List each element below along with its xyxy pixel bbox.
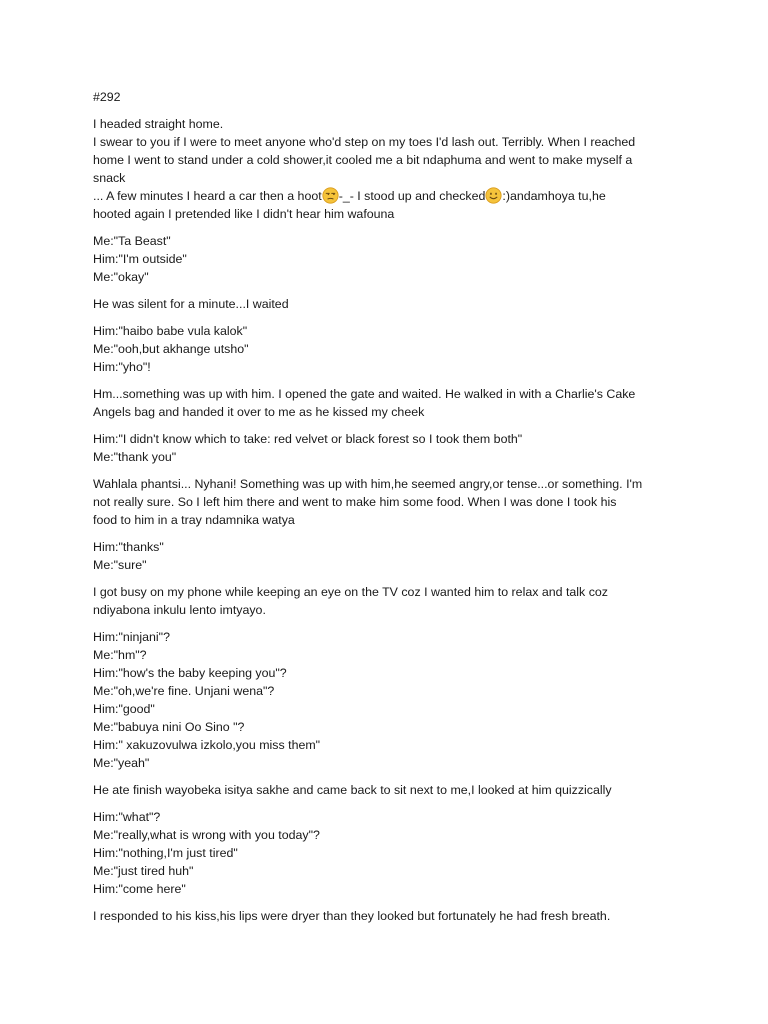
paragraph bbox=[93, 295, 693, 313]
text-line: Me:"Ta Beast" bbox=[93, 234, 171, 248]
text-segment: -_- I stood up and checked bbox=[338, 189, 486, 203]
text-line: Me:"thank you" bbox=[93, 450, 177, 464]
text-line: Me:"sure" bbox=[93, 558, 147, 572]
dialogue-block bbox=[93, 322, 693, 376]
text-line: hooted again I pretended like I didn't hear him wafouna bbox=[93, 207, 395, 221]
paragraph bbox=[93, 907, 693, 925]
text-line: Him:"nothing,I'm just tired" bbox=[93, 846, 238, 860]
text-line: I swear to you if I were to meet anyone who'd step on my toes I'd lash out. Terribly. When I reached bbox=[93, 135, 636, 149]
text-line: ndiyabona inkulu lento imtyayo. bbox=[93, 603, 266, 617]
text-line: Him:"good" bbox=[93, 702, 155, 716]
document-heading bbox=[93, 88, 693, 106]
text-line: Me:"hm"? bbox=[93, 648, 147, 662]
text-line: Angels bag and handed it over to me as he kissed my cheek bbox=[93, 405, 425, 419]
text-line: food to him in a tray ndamnika watya bbox=[93, 513, 295, 527]
text-line: Me:"just tired huh" bbox=[93, 864, 194, 878]
dialogue-block bbox=[93, 808, 693, 898]
text-line: Him:"how's the baby keeping you"? bbox=[93, 666, 287, 680]
smiling-face-icon bbox=[485, 187, 502, 204]
dialogue-block bbox=[93, 430, 693, 466]
unamused-face-icon bbox=[322, 187, 339, 204]
paragraph bbox=[93, 475, 693, 529]
text-line: Me:"ooh,but akhange utsho" bbox=[93, 342, 249, 356]
text-line: Hm...something was up with him. I opened the gate and waited. He walked in with a Charlie's Cake bbox=[93, 387, 636, 401]
heading-text: #292 bbox=[93, 90, 121, 104]
text-line: I got busy on my phone while keeping an eye on the TV coz I wanted him to relax and talk coz bbox=[93, 585, 608, 599]
text-segment: ... A few minutes I heard a car then a hoot bbox=[93, 189, 322, 203]
text-line: Him:"I didn't know which to take: red velvet or black forest so I took them both" bbox=[93, 432, 523, 446]
text-line: snack bbox=[93, 171, 126, 185]
text-line: Him:"come here" bbox=[93, 882, 186, 896]
text-line: Him:"ninjani"? bbox=[93, 630, 170, 644]
text-segment: :)andamhoya tu,he bbox=[502, 189, 606, 203]
paragraph bbox=[93, 115, 693, 223]
text-line: Wahlala phantsi... Nyhani! Something was up with him,he seemed angry,or tense...or something. I'm bbox=[93, 477, 643, 491]
dialogue-block bbox=[93, 628, 693, 772]
paragraph bbox=[93, 781, 693, 799]
text-line: Him:"what"? bbox=[93, 810, 161, 824]
text-line-with-emoji bbox=[93, 187, 693, 205]
text-line: Me:"okay" bbox=[93, 270, 149, 284]
text-line: Me:"oh,we're fine. Unjani wena"? bbox=[93, 684, 275, 698]
text-line: Him:"yho"! bbox=[93, 360, 151, 374]
text-line: home I went to stand under a cold shower,it cooled me a bit ndaphuma and went to make myself a bbox=[93, 153, 633, 167]
document-body bbox=[93, 88, 693, 934]
text-line: Him:"haibo babe vula kalok" bbox=[93, 324, 248, 338]
text-line: Me:"babuya nini Oo Sino "? bbox=[93, 720, 245, 734]
dialogue-block bbox=[93, 538, 693, 574]
text-line: Me:"really,what is wrong with you today"? bbox=[93, 828, 320, 842]
text-line: Me:"yeah" bbox=[93, 756, 150, 770]
text-line: Him:"thanks" bbox=[93, 540, 164, 554]
text-line: Him:"I'm outside" bbox=[93, 252, 187, 266]
text-line: He ate finish wayobeka isitya sakhe and came back to sit next to me,I looked at him quizzically bbox=[93, 783, 612, 797]
text-line: Him:" xakuzovulwa izkolo,you miss them" bbox=[93, 738, 321, 752]
text-line: He was silent for a minute...I waited bbox=[93, 297, 289, 311]
dialogue-block bbox=[93, 232, 693, 286]
text-line: not really sure. So I left him there and went to make him some food. When I was done I took his bbox=[93, 495, 617, 509]
text-line: I headed straight home. bbox=[93, 117, 224, 131]
text-line: I responded to his kiss,his lips were dryer than they looked but fortunately he had fresh breath. bbox=[93, 909, 611, 923]
paragraph bbox=[93, 385, 693, 421]
paragraph bbox=[93, 583, 693, 619]
